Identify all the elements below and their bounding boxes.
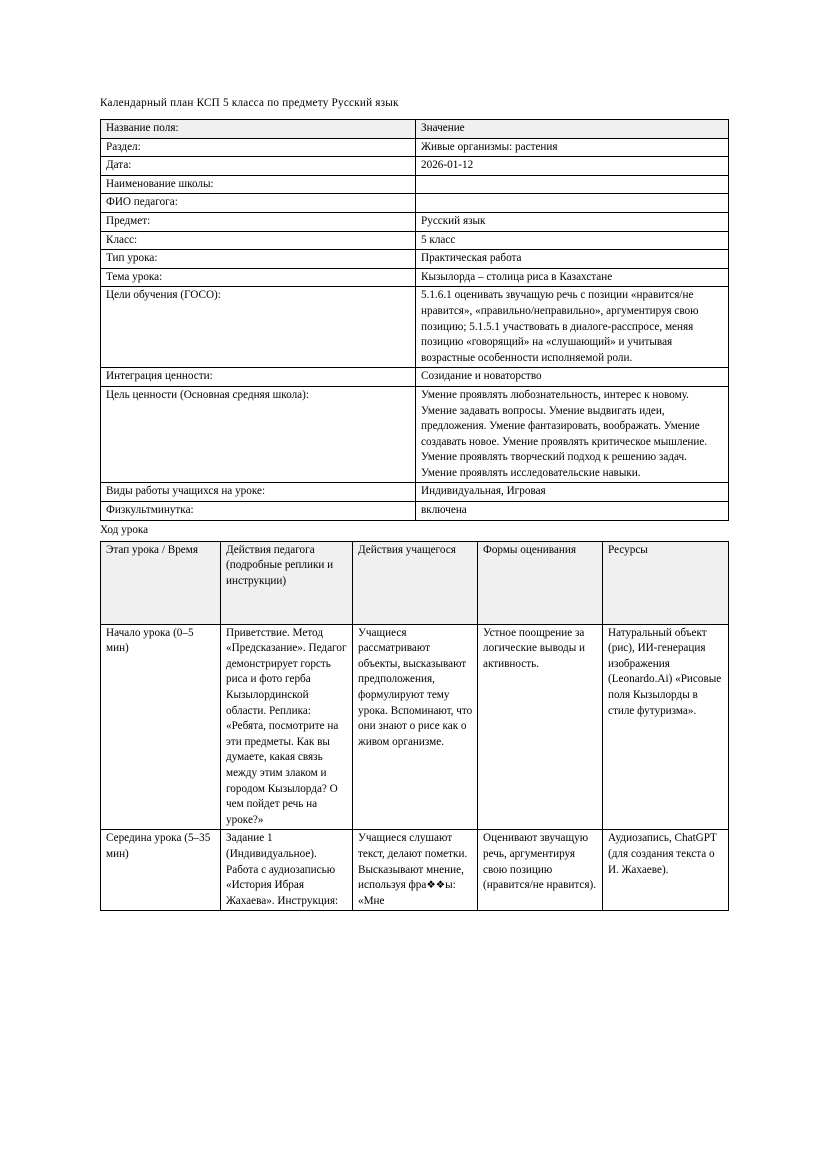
table-row — [101, 138, 729, 157]
cell-resources: Аудиозапись, ChatGPT (для создания текста о И. Жахаеве). — [603, 830, 729, 911]
row-field-value — [416, 175, 729, 194]
lesson-flow-table-body — [101, 541, 729, 911]
row-field-value: 5 класс — [416, 231, 729, 250]
table-header-row — [101, 541, 729, 624]
table-row — [101, 287, 729, 368]
row-field-label: Виды работы учащихся на уроке: — [101, 483, 416, 502]
row-field-label: ФИО педагога: — [101, 194, 416, 213]
table-row — [101, 502, 729, 521]
row-field-value: Умение проявлять любознательность, интерес к новому. Умение задавать вопросы. Умение выдвигать идеи, предложения. Умение фантазировать, воображать. Умение создавать новое. Умение проявлять критическое мышление. Умение проявлять творческий подход к решению задач. Умение проявлять исследовательские навыки. — [416, 386, 729, 483]
student-text-prefix: Учащиеся слушают текст, делают пометки. Высказывают мнение, используя фра — [358, 832, 468, 892]
row-field-value: 5.1.6.1 оценивать звучащую речь с позиции «нравится/не нравится», «правильно/неправильно», аргументируя свою позицию; 5.1.5.1 участвовать в диалоге-расспросе, меняя позицию «говорящий» на «слушающий» и учитывая возрастные особенности исполняемой роли. — [416, 287, 729, 368]
document-body — [100, 96, 728, 911]
column-header-assessment: Формы оценивания — [478, 541, 603, 624]
table-row — [101, 483, 729, 502]
table-row — [101, 157, 729, 176]
lesson-info-table-body — [101, 120, 729, 521]
table-row — [101, 624, 729, 830]
row-field-value: включена — [416, 502, 729, 521]
column-header-field: Название поля: — [101, 120, 416, 139]
row-field-value: 2026-01-12 — [416, 157, 729, 176]
cell-resources: Натуральный объект (рис), ИИ-генерация изображения (Leonardo.Ai) «Рисовые поля Кызылорды в стиле футуризма». — [603, 624, 729, 830]
row-field-label: Раздел: — [101, 138, 416, 157]
row-field-label: Интеграция ценности: — [101, 368, 416, 387]
row-field-label: Цели обучения (ГОСО): — [101, 287, 416, 368]
cell-assessment: Оценивают звучащую речь, аргументируя свою позицию (нравится/не нравится). — [478, 830, 603, 911]
cell-teacher-actions: Приветствие. Метод «Предсказание». Педагог демонстрирует горсть риса и фото герба Кызылординской области. Реплика: «Ребята, посмотрите на эти предметы. Как вы думаете, какая связь между этим злаком и городом Кызылорда? О чем пойдет речь на уроке?» — [221, 624, 353, 830]
table-row — [101, 194, 729, 213]
cell-assessment: Устное поощрение за логические выводы и активность. — [478, 624, 603, 830]
table-row — [101, 175, 729, 194]
row-field-value: Созидание и новаторство — [416, 368, 729, 387]
table-row — [101, 386, 729, 483]
table-row — [101, 250, 729, 269]
cell-teacher-actions: Задание 1 (Индивидуальное). Работа с аудиозаписью «История Ибрая Жахаева». Инструкция: — [221, 830, 353, 911]
student-text-suffix: ы: «Мне — [358, 879, 456, 907]
table-row — [101, 830, 729, 911]
table-row — [101, 231, 729, 250]
row-field-value: Кызылорда – столица риса в Казахстане — [416, 268, 729, 287]
row-field-label: Физкультминутка: — [101, 502, 416, 521]
page-title: Календарный план КСП 5 класса по предмету Русский язык — [100, 97, 399, 109]
cell-student-actions — [353, 830, 478, 911]
row-field-value: Русский язык — [416, 212, 729, 231]
column-header-stage: Этап урока / Время — [101, 541, 221, 624]
row-field-label: Предмет: — [101, 212, 416, 231]
row-field-label: Цель ценности (Основная средняя школа): — [101, 386, 416, 483]
table-header-row — [101, 120, 729, 139]
column-header-student-actions: Действия учащегося — [353, 541, 478, 624]
cell-stage: Начало урока (0–5 мин) — [101, 624, 221, 830]
row-field-value: Живые организмы: растения — [416, 138, 729, 157]
table-row — [101, 368, 729, 387]
cell-student-actions: Учащиеся рассматривают объекты, высказывают предположения, формулируют тему урока. Вспоминают, что они знают о рисе как о живом организме. — [353, 624, 478, 830]
row-field-value — [416, 194, 729, 213]
row-field-label: Класс: — [101, 231, 416, 250]
cell-stage: Середина урока (5–35 мин) — [101, 830, 221, 911]
row-field-label: Тема урока: — [101, 268, 416, 287]
lesson-flow-table — [100, 541, 729, 912]
table-row — [101, 212, 729, 231]
lesson-info-table — [100, 119, 729, 521]
row-field-value: Индивидуальная, Игровая — [416, 483, 729, 502]
row-field-label: Дата: — [101, 157, 416, 176]
table-row — [101, 268, 729, 287]
row-field-value: Практическая работа — [416, 250, 729, 269]
row-field-label: Наименование школы: — [101, 175, 416, 194]
column-header-resources: Ресурсы — [603, 541, 729, 624]
replacement-character-glyphs: ❖❖ — [426, 879, 446, 892]
column-header-value: Значение — [416, 120, 729, 139]
row-field-label: Тип урока: — [101, 250, 416, 269]
column-header-teacher-actions: Действия педагога (подробные реплики и инструкции) — [221, 541, 353, 624]
lesson-flow-label: Ход урока — [100, 523, 149, 536]
